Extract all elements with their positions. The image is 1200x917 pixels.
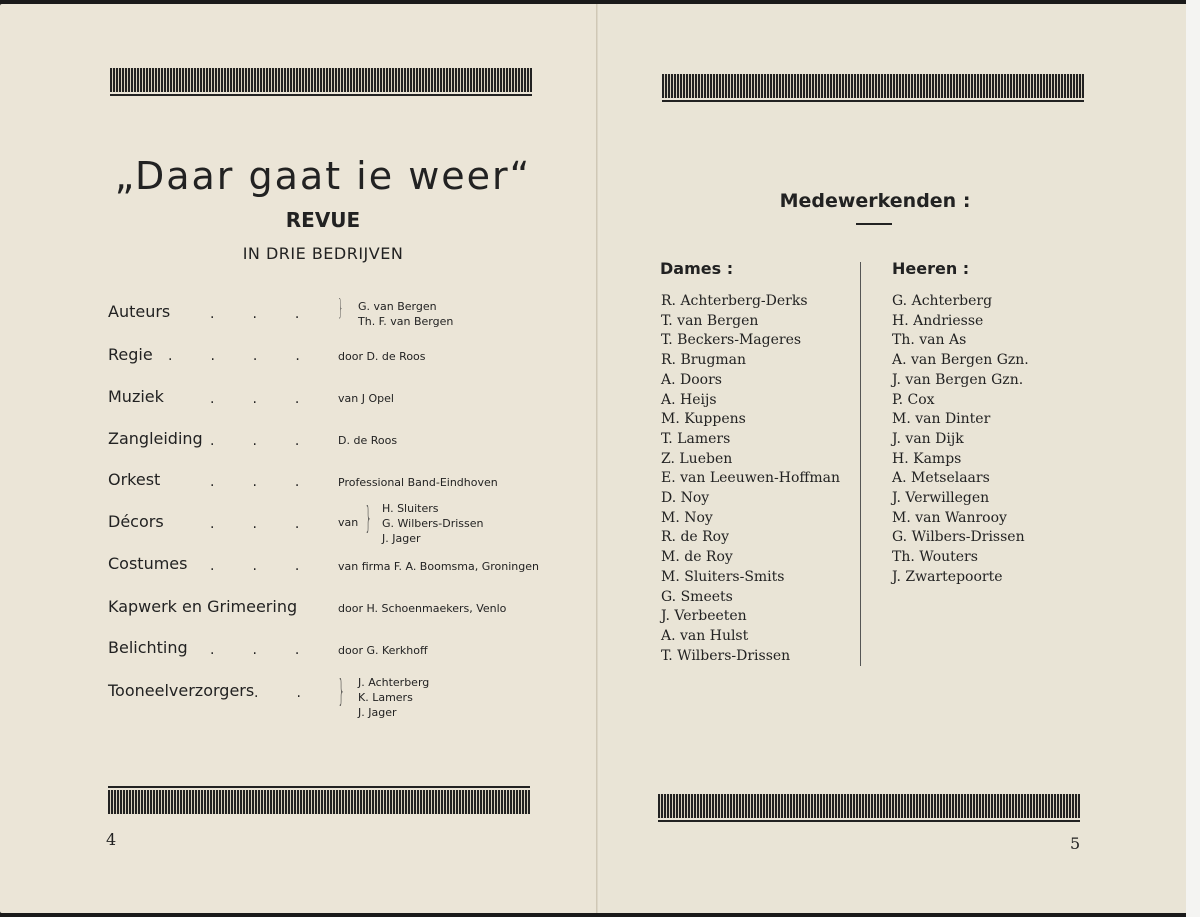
cast-member: R. de Roy [661, 529, 730, 546]
heeren-list [892, 292, 1029, 588]
credit-role: Kapwerk en Grimeering [108, 597, 298, 616]
credit-line: K. Lamers [358, 691, 413, 704]
top-ornament-band [110, 68, 532, 92]
cast-member: A. van Bergen Gzn. [892, 352, 1029, 369]
cast-member: A. van Hulst [661, 627, 749, 644]
brace-icon: } [338, 674, 345, 709]
cast-member: E. van Leeuwen-Hoffman [661, 470, 840, 487]
credit-value: Professional Band-Eindhoven [338, 476, 498, 489]
page-number: 5 [1070, 834, 1081, 853]
left-page [0, 4, 597, 913]
cast-member: M. Noy [661, 509, 713, 526]
credit-role: Costumes [108, 554, 188, 573]
cast-member: T. Beckers-Mageres [661, 332, 802, 349]
scan-border [1186, 0, 1200, 917]
right-page [600, 4, 1186, 913]
credit-line: G. van Bergen [358, 300, 437, 313]
credit-role: Zangleiding [108, 429, 203, 448]
top-ornament-rule [110, 94, 532, 96]
leader-dots: ... [210, 558, 338, 574]
credit-role: Belichting [108, 638, 188, 657]
cast-member: D. Noy [661, 490, 710, 507]
brace-icon: } [365, 501, 372, 536]
leader-dots: .. [254, 685, 339, 701]
credit-line: J. Jager [358, 706, 397, 719]
dames-heading: Dames : [660, 259, 734, 278]
brace-icon: } [338, 296, 343, 321]
cast-member: T. Lamers [661, 430, 731, 447]
leader-dots: ... [210, 642, 338, 658]
leader-dots: ... [210, 306, 338, 322]
cast-member: G. Smeets [661, 588, 733, 605]
heeren-heading: Heeren : [892, 259, 970, 278]
credit-lines [358, 299, 453, 329]
bottom-ornament-rule [108, 786, 530, 788]
credit-role: Regie [108, 345, 153, 364]
cast-member: Z. Lueben [661, 450, 733, 467]
cast-member: M. Kuppens [661, 411, 746, 428]
credit-lines [358, 675, 429, 720]
bottom-ornament-rule [658, 820, 1080, 822]
cast-member: A. Heijs [661, 391, 717, 408]
cast-member: T. van Bergen [661, 312, 759, 329]
credit-line: H. Sluiters [382, 502, 439, 515]
cast-member: G. Achterberg [892, 293, 993, 309]
credit-line: J. Achterberg [358, 676, 430, 689]
credit-line: G. Wilbers-Drissen [382, 517, 484, 530]
cast-member: M. van Wanrooy [892, 509, 1007, 526]
credit-role: Décors [108, 512, 164, 531]
cast-member: Th. Wouters [892, 549, 978, 566]
cast-heading: Medewerkenden : [779, 190, 971, 212]
revue-title: „Daar gaat ie weer“ [114, 154, 532, 198]
cast-member: Th. van As [892, 332, 967, 349]
cast-member: G. Wilbers-Drissen [892, 529, 1025, 546]
cast-member: J. van Dijk [892, 430, 964, 447]
credit-line: J. Jager [382, 532, 421, 545]
credit-value: van firma F. A. Boomsma, Groningen [338, 560, 539, 573]
cast-member: H. Kamps [892, 450, 962, 467]
cast-member: T. Wilbers-Drissen [661, 647, 791, 664]
leader-dots: .... [168, 348, 338, 364]
cast-member: J. Verbeeten [661, 608, 747, 625]
cast-member: J. Verwillegen [892, 490, 990, 507]
cast-member: R. Achterberg-Derks [661, 293, 808, 309]
cast-member: P. Cox [892, 391, 935, 408]
cast-member: R. Brugman [661, 352, 747, 369]
cast-member: H. Andriesse [892, 312, 984, 329]
top-ornament-rule [662, 100, 1084, 102]
column-divider [860, 262, 861, 666]
credit-lines [382, 501, 484, 546]
credit-value: D. de Roos [338, 434, 398, 447]
cast-member: J. Zwartepoorte [892, 568, 1003, 585]
credit-value: door G. Kerkhoff [338, 644, 428, 657]
leader-dots: ... [210, 516, 338, 532]
dames-list [661, 292, 840, 666]
cast-member: J. van Bergen Gzn. [892, 371, 1024, 388]
top-ornament-band [662, 74, 1084, 98]
page-number: 4 [106, 830, 117, 849]
bottom-ornament-band [658, 794, 1080, 818]
bottom-ornament-band [108, 790, 530, 814]
revue-subtitle-acts: IN DRIE BEDRIJVEN [242, 244, 404, 263]
credit-role: Orkest [108, 470, 161, 489]
credit-line: Th. F. van Bergen [358, 315, 454, 328]
revue-subtitle: REVUE [285, 208, 361, 232]
credit-role: Auteurs [108, 302, 171, 321]
leader-dots: ... [210, 391, 338, 407]
cast-member: M. de Roy [661, 549, 733, 566]
credit-prefix: van [338, 516, 359, 529]
credit-value: door D. de Roos [338, 350, 426, 363]
credit-role: Muziek [108, 387, 164, 406]
cast-member: M. Sluiters-Smits [661, 568, 785, 585]
heading-underline [856, 223, 892, 225]
leader-dots: ... [210, 474, 338, 490]
cast-member: A. Doors [661, 371, 722, 388]
credit-role: Tooneelverzorgers [108, 681, 255, 700]
leader-dots: ... [210, 433, 338, 449]
cast-member: A. Metselaars [892, 470, 990, 487]
cast-member: M. van Dinter [892, 411, 991, 428]
credit-value: van J Opel [338, 392, 394, 405]
credit-value: door H. Schoenmaekers, Venlo [338, 602, 507, 615]
